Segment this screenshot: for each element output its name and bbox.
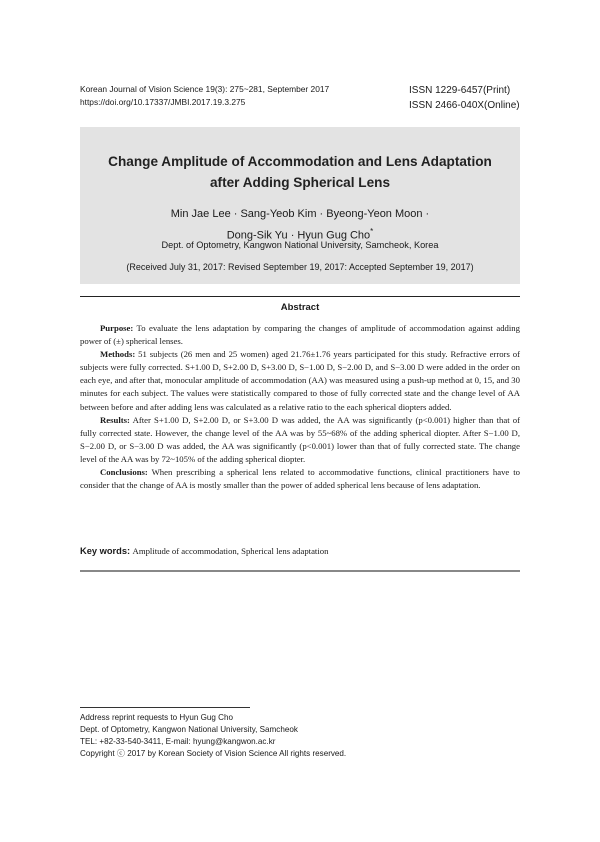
conclusions-paragraph — [80, 466, 520, 492]
footnote — [80, 712, 346, 760]
title-line-1: Change Amplitude of Accommodation and Lens Adaptation — [108, 154, 492, 169]
results-text: After S+1.00 D, S+2.00 D, or S+3.00 D was added, the AA was significantly (p<0.001) higher than that of fully corrected state. However, the change level of the AA was by 55~68% of the adding spherical diopter. After S−1.00 D, S−2.00 D, or S−3.00 D was added, the AA was significantly (p<0.001) lower than that of fully corrected state. The change level of the AA was by 72~105% of the adding spherical diopter. — [80, 414, 520, 464]
abstract-top-rule — [80, 296, 520, 297]
authors-line-2-text: Dong-Sik Yu · Hyun Gug Cho — [226, 229, 371, 242]
keywords-value: Amplitude of accommodation, Spherical lens adaptation — [132, 546, 329, 556]
keywords-label: Key words: — [80, 546, 131, 556]
submission-dates: (Received July 31, 2017: Revised September 19, 2017: Accepted September 19, 2017) — [126, 262, 474, 272]
methods-label: Methods: — [100, 349, 136, 360]
purpose-paragraph — [80, 322, 520, 348]
results-paragraph — [80, 414, 520, 466]
abstract-heading: Abstract — [280, 302, 320, 313]
purpose-text: To evaluate the lens adaptation by comparing the changes of amplitude of accommodation against adding power of (±) spherical lenses. — [80, 323, 520, 347]
methods-text: 51 subjects (26 men and 25 women) aged 21.76±1.76 years participated for this study. Refractive errors of subjects were fully corrected. S+1.00 D, S+2.00 D, S+3.00 D, S−1.00 D, S−2.00 D, and S−3.00 D were added in the order on each eye, and after that, monocular amplitude of accommodation (AA) was measured using a push-up method at 0, 15, and 30 minutes for each subject. The values were statistically compared to those of fully corrected state and the change level of AA between before and after adding lens was calculated as a relative ratio to the each spherical diopters added. — [80, 349, 520, 412]
keywords — [80, 546, 520, 556]
abstract-body — [80, 322, 520, 492]
issn-print: ISSN 1229-6457(Print) — [409, 85, 511, 96]
methods-paragraph — [80, 348, 520, 413]
title-line-2: after Adding Spherical Lens — [209, 175, 391, 190]
conclusions-text: When prescribing a spherical lens related to accommodative functions, clinical practitioners have to consider that the change of AA is mostly smaller than the power of added spherical lens because of lens adaptation. — [80, 467, 520, 491]
results-label: Results: — [100, 414, 130, 425]
copyright: Copyright ⓒ 2017 by Korean Society of Vision Science All rights reserved. — [80, 748, 347, 758]
journal-header — [80, 83, 329, 109]
issn-block — [409, 83, 520, 113]
purpose-label: Purpose: — [100, 323, 134, 333]
affiliation: Dept. of Optometry, Kangwon National University, Samcheok, Korea — [161, 240, 439, 250]
issn-online: ISSN 2466-040X(Online) — [409, 100, 520, 111]
paper-title — [80, 151, 520, 193]
abstract-bottom-rule — [80, 570, 520, 572]
footnote-affiliation: Dept. of Optometry, Kangwon National University, Samcheok — [80, 724, 298, 734]
journal-citation: Korean Journal of Vision Science 19(3): 275~281, September 2017 — [80, 84, 330, 94]
authors-line-1: Min Jae Lee · Sang-Yeob Kim · Byeong-Yeon Moon · — [170, 208, 430, 220]
author-list — [80, 205, 520, 245]
corresponding-author-mark: * — [370, 227, 374, 236]
title-box — [80, 127, 520, 284]
doi-link[interactable]: https://doi.org/10.17337/JMBI.2017.19.3.275 — [80, 97, 246, 107]
reprint-request: Address reprint requests to Hyun Gug Cho — [80, 713, 233, 722]
footnote-rule — [80, 707, 250, 708]
contact-info: TEL: +82-33-540-3411, E-mail: hyung@kangwon.ac.kr — [80, 736, 276, 746]
conclusions-label: Conclusions: — [100, 467, 148, 478]
